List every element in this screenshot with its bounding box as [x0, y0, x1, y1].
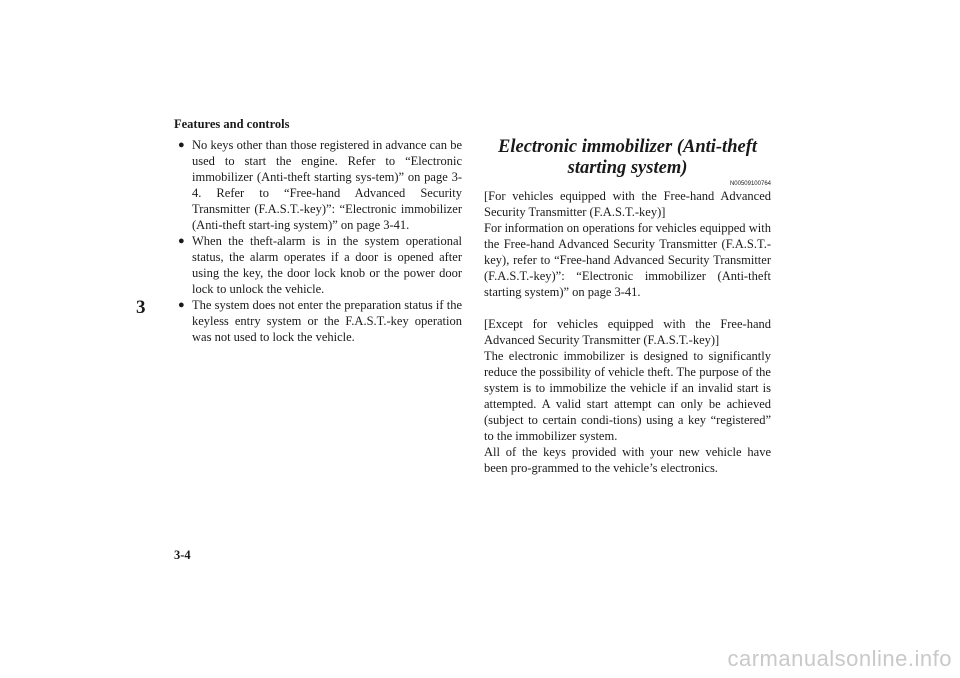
- section-title: Electronic immobilizer (Anti-theft starting system): [498, 137, 757, 178]
- bullet-text: The system does not enter the preparation status if the keyless entry system or the F.A.S.T.-key operation was not used to lock the vehicle.: [192, 298, 462, 344]
- paragraph: All of the keys provided with your new vehicle have been pro-grammed to the vehicle’s electronics.: [484, 445, 771, 475]
- bullet-text: When the theft-alarm is in the system operational status, the alarm operates if a door is opened after using the key, the door lock knob or the power door lock to unlock the vehicle.: [192, 234, 462, 296]
- bullet-icon: ●: [178, 299, 185, 311]
- watermark: carmanualsonline.info: [727, 646, 952, 671]
- right-column: [484, 137, 771, 476]
- bullet-item: [178, 297, 462, 345]
- left-column: [178, 137, 462, 345]
- reference-code: N00509100764: [729, 181, 771, 187]
- bullet-item: [178, 137, 462, 233]
- bullet-text: No keys other than those registered in advance can be used to start the engine. Refer to “Electronic immobilizer (Anti-theft starting sys-tem)” on page 3-4. Refer to “Free-hand Advanced Security Transmitter (F.A.S.T.-key)”: “Electronic immobilizer (Anti-theft start-ing system)” on page 3-41.: [192, 138, 462, 232]
- paragraph: [For vehicles equipped with the Free-hand Advanced Security Transmitter (F.A.S.T.-key)]: [484, 189, 771, 219]
- paragraph: [Except for vehicles equipped with the Free-hand Advanced Security Transmitter (F.A.S.T.-key)]: [484, 317, 771, 347]
- paragraph: The electronic immobilizer is designed to significantly reduce the possibility of vehicle theft. The purpose of the system is to immobilize the vehicle if an invalid start is attempted. A valid start attempt can only be achieved (subject to certain condi-tions) using a key “registered” to the immobilizer system.: [484, 349, 771, 443]
- bullet-icon: ●: [178, 139, 185, 151]
- bullet-item: [178, 233, 462, 297]
- paragraph: For information on operations for vehicles equipped with the Free-hand Advanced Security Transmitter (F.A.S.T.-key), refer to “Free-hand Advanced Security Transmitter (F.A.S.T.-key)”: “Electronic immobilizer (Anti-theft starting system)” on page 3-41.: [484, 221, 771, 299]
- running-header: Features and controls: [174, 117, 290, 131]
- page-number: 3-4: [174, 548, 191, 562]
- bullet-icon: ●: [178, 235, 185, 247]
- paragraph-spacer: [484, 300, 771, 316]
- chapter-tab: 3: [136, 297, 146, 318]
